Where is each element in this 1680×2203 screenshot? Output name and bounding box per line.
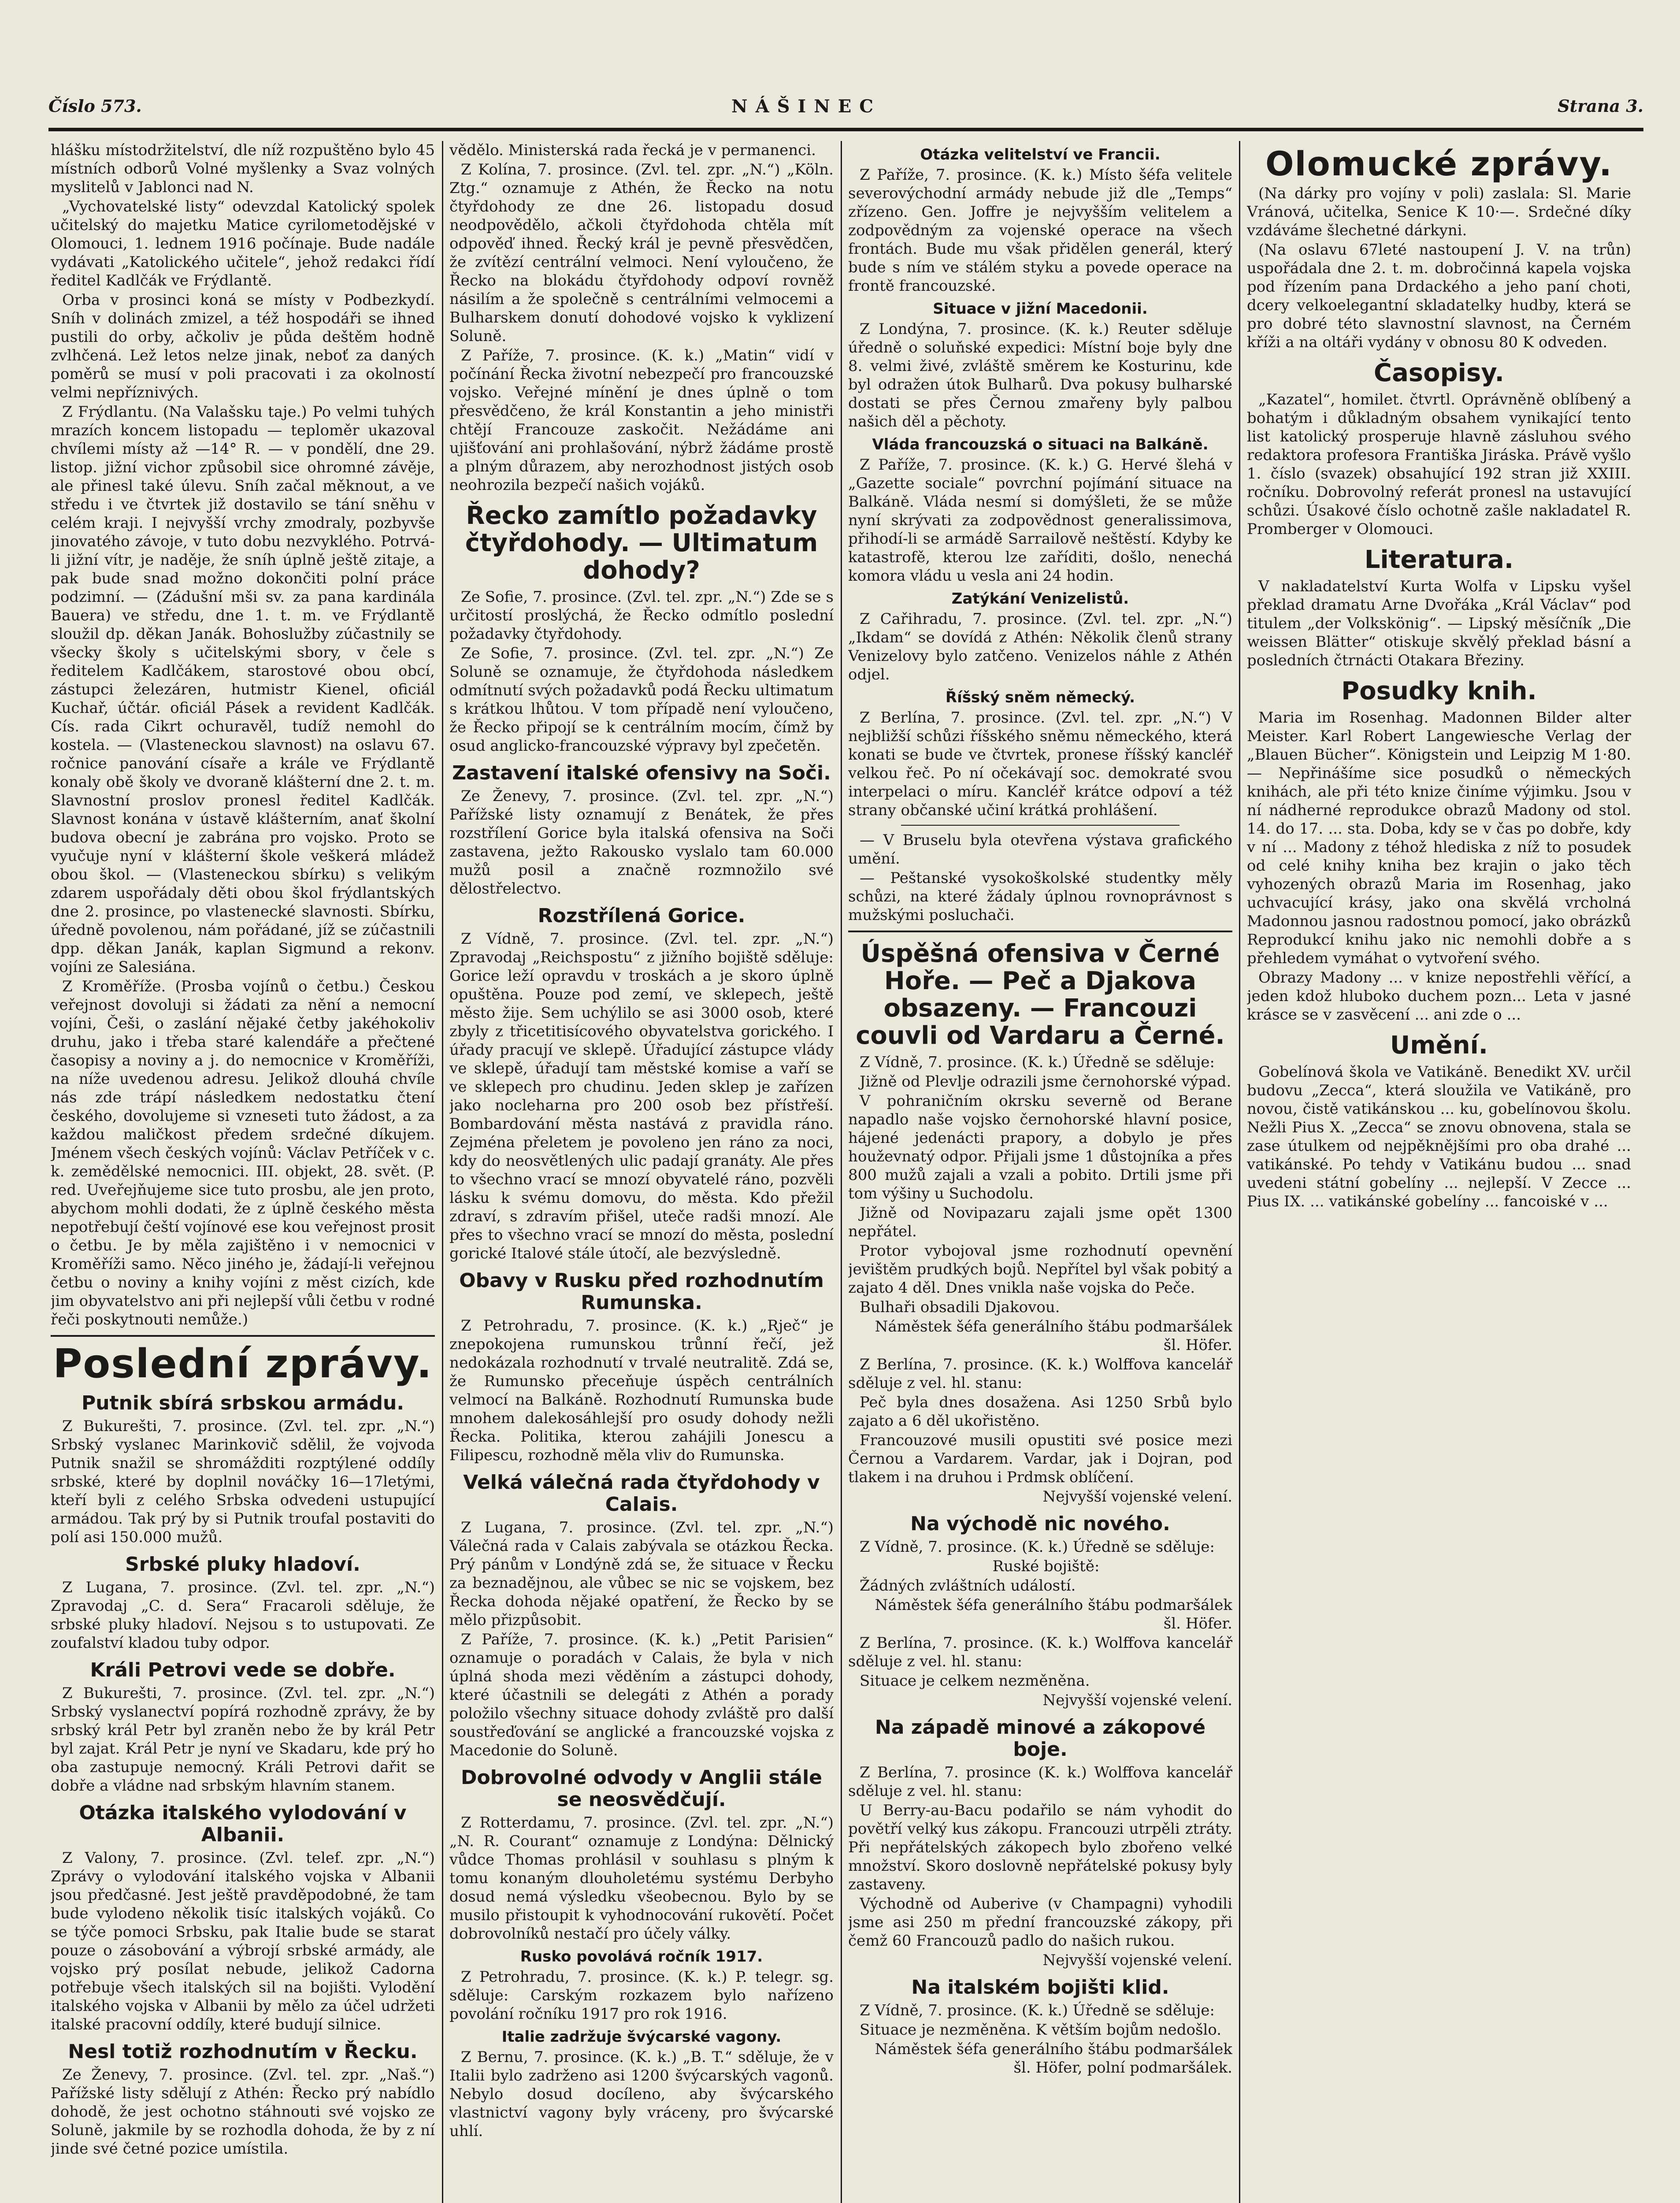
paragraph: (Na dárky pro vojíny v poli) zaslala: Sl. Marie Vránová, učitelka, Senice K 10·—. Srdečné díky vzdáváme šlechetné dárkyni.: [1247, 185, 1631, 239]
paragraph: Z Berlína, 7. prosince. (K. k.) Wolffova kancelář sděluje z vel. hl. stanu:: [848, 1356, 1232, 1392]
paragraph: Z Frýdlantu. (Na Valašsku taje.) Po velmi tuhých mrazích koncem listopadu — teploměr ukazoval chvílemi místy až —14° R. — v pondělí, dne 29. listop. jižní vichor způsobil sice ohromné závěje, ale přinesl také úlevu. Sníh začal měknout, a ve středu i ve čtvrtek již dostavilo se tání sněhu v celém kraji. I nejvyšší vrchy zmodraly, pozbyvše jinovatého závoje, v tuto dobu nezvyklého. Potrvá-li jižní vítr, je naděje, že sníh úplně ještě zitaje, a pak bude snad možno dokončiti polní práce podzimní. — (Zádušní mši sv. za pana kardinála Bauera) ve středu, dne 1. t. m. ve Frýdlantě sloužil dp. děkan Janák. Bohoslužby zúčastnily se všecky školy s učitelskými sbory, v čele s ředitelem Kadlčákem, starostové obou obcí, zástupci železáren, hutmistr Kienel, oficiál Kuchař, účtár. oficiál Pásek a revident Kadlčák. Cís. rada Cikrt ochuravěl, tudíž nemohl do kostela. — (Vlasteneckou slavnost) na oslavu 67. ročnice panování císaře a krále ve Frýdlantě konaly obě školy ve dvoraně klášterní dne 2. t. m. Slavnostní proslov pronesl ředitel Kadlčák. Slavnost konána v ústavě klášterním, anať školní budova obecní je zabrána pro vojsko. Proto se vyučuje nyní v klášterní škole veškerá mládež obou škol. — (Vlasteneckou sbírku) s velikým zdarem uspořádaly děti obou škol frýdlantských dne 2. prosince, po vlastenecké slavnosti. Sbírku, úředně povolenou, nám pořádané, jíž se zúčastnili dpp. děkan Janák, kaplan Sigmund a rekonv. vojíni ze Salesiána.: [51, 403, 435, 976]
headline: Řecko zamítlo požadavky čtyřdohody. — Ultimatum dohody?: [465, 501, 818, 585]
headline: Rozstřílená Gorice.: [538, 905, 745, 927]
divider: [901, 825, 1179, 826]
paragraph: Z Bukurešti, 7. prosince. (Zvl. tel. zpr. „N.“) Srbský vyslanectví popírá rozhodně zprávy, že by srbský král Petr byl zraněn nebo že by král Petr byl zajat. Král Petr je nyní ve Skadaru, kde prý ho oba zastupuje nemocný. Králi Petrovi dařit se dobře a vládne nad srbským hlavním stanem.: [51, 1684, 435, 1795]
headline: Na západě minové a zákopové boje.: [875, 1716, 1206, 1761]
paragraph: Situace je nezměněna. K větším bojům nedošlo.: [860, 2021, 1222, 2039]
paragraph: „Vychovatelské listy“ odevzdal Katolický spolek učitelský do majetku Matice cyrilometodějské v Olomouci, 1. lednem 1916 počínaje. Bude nadále vydávati „Katolického učitele“, jehož redakci řídí ředitel Kadlčák ve Frýdlantě.: [51, 198, 435, 289]
headline: Srbské pluky hladoví.: [125, 1553, 360, 1576]
paragraph: Orba v prosinci koná se místy v Podbezkydí. Sníh v dolinách zmizel, a též hospodáři se ihned pustili do orby, ačkoliv je půda deštěm hodně zvlhčená. Lež letos nelze jinak, neboť za daných poměrů se musí v poli pracovati i za okolností velmi nepříznivých.: [51, 291, 435, 401]
paragraph: Z Bernu, 7. prosince. (K. k.) „B. T.“ sděluje, že v Italii bylo zadrženo asi 1200 švýcarských vagonů. Nebylo dosud docíleno, aby švýcarského vlastnictví vagony byly vráceny, pro švýcarské uhlí.: [449, 2048, 834, 2140]
headline: Zatýkání Venizelistů.: [951, 590, 1129, 608]
headline: Situace v jižní Macedonii.: [933, 300, 1148, 318]
paragraph: Z Paříže, 7. prosince. (K. k.) G. Hervé šlehá v „Gazette sociale“ povrchní pojímání situace na Balkáně. Vláda nesmí si domýšleti, že se může nyní skrývati za zodpovědnost generalissimova, přihodí-li se armádě Sarrailově neštěstí. Kdyby ke katastrofě, kterou lze zaříditi, došlo, nenechá komora vládu u vesla ani 24 hodin.: [848, 456, 1232, 585]
paragraph: Peč byla dnes dosažena. Asi 1250 Srbů bylo zajato a 6 děl ukořistěno.: [848, 1394, 1232, 1430]
section-rule: [848, 931, 1232, 932]
paragraph: Z Londýna, 7. prosince. (K. k.) Reuter sděluje úředně o soluňské expedici: Místní boje byly dne 8. velmi živé, zvláště směrem ke Kosturinu, kde byl odražen útok Bulharů. Dva pokusy bulharské dostati se přes Černou zmařeny byly palbou našich děl a pěchoty.: [848, 320, 1232, 430]
paragraph: — V Bruselu byla otevřena výstava grafického umění.: [848, 831, 1232, 868]
paragraph: Francouzové musili opustiti své posice mezi Černou a Vardarem. Vardar, jak i Dojran, pod tlakem i na druhou i Prdmsk oblíčení.: [848, 1432, 1232, 1486]
headline: Vláda francouzská o situaci na Balkáně.: [872, 436, 1209, 453]
headline: Na východě nic nového.: [910, 1513, 1170, 1535]
paragraph: Z Vídně, 7. prosince. (K. k.) Úředně se sděluje:: [860, 1538, 1215, 1556]
paragraph: Z Petrohradu, 7. prosince. (K. k.) „Rječ“ je znepokojena rumunskou trůnní řečí, jež nedokázala rozhodnutí v trvalé neutralitě. Zdá se, že Rumunsko přeceňuje úspěch centrálních velmocí na Balkáně. Rozhodnutí Rumunska bude mnohem dalekosáhlejší pro osudy dohody nežli Řecka. Politika, kterou zahájili Jonescu a Filipescu, rozhodně měla vliv do Rumunska.: [449, 1317, 834, 1464]
column-divider: [442, 141, 443, 2203]
paragraph: Gobelínová škola ve Vatikáně. Benedikt XV. určil budovu „Zecca“, která sloužila ve Vatikáně, pro novou, čistě vatikánskou ... ku, gobelínovou školu. Nežli Pius X. „Zecca“ se znovu obnovena, stala se zase útulkem od nejpěknějšími pro oba drahé ... vatikánské. Po tehdy v Vatikánu budou ... snad uvedeni státní gobelíny ... nejlepší. V Zecce ... Pius IX. ... vatikánské gobelíny ... fancoiské v ...: [1247, 1063, 1631, 1210]
column-1: [51, 141, 435, 2203]
headline: Posudky knih.: [1341, 677, 1537, 705]
headline: Zastavení italské ofensivy na Soči.: [452, 762, 831, 784]
paragraph: Protor vybojoval jsme rozhodnutí opevnění jevištěm prudkých bojů. Nepřítel byl však pobitý a zajato 4 děl. Dnes vnikla naše vojska do Peče.: [848, 1242, 1232, 1297]
headline: Úspěšná ofensiva v Černé Hoře. — Peč a Djakova obsazeny. — Francouzi couvli od Vardaru a Černé.: [856, 939, 1225, 1050]
headline: Velká válečná rada čtyřdohody v Calais.: [463, 1471, 820, 1516]
page-number: Strana 3.: [1558, 96, 1643, 116]
headline: Literatura.: [1364, 545, 1514, 574]
paragraph: Ze Sofie, 7. prosince. (Zvl. tel. zpr. „N.“) Zde se s určitostí proslýchá, že Řecko odmítlo poslední požadavky čtyřdohody.: [449, 588, 834, 643]
headline: Na italském bojišti klid.: [911, 1976, 1169, 1999]
column-3: [848, 141, 1232, 2203]
paragraph: Z Petrohradu, 7. prosince. (K. k.) P. telegr. sg. sděluje: Carským rozkazem bylo nařízeno povolání ročníku 1917 pro rok 1916.: [449, 1968, 834, 2023]
column-divider: [841, 141, 842, 2203]
signature: Nejvyšší vojenské velení.: [1042, 1691, 1232, 1709]
headline: Otázka italského vylodování v Albanii.: [79, 1802, 407, 1846]
paragraph: Jižně od Plevlje odrazili jsme černohorské výpad.: [860, 1073, 1231, 1090]
paragraph: vědělo. Ministerská rada řecká je v permanenci.: [449, 141, 816, 159]
paragraph: Z Kroměříže. (Prosba vojínů o četbu.) Českou veřejnost dovoluji si žádati za nění a nemocní vojíni, Češi, o zaslání nějaké četby jakéhokoliv druhu, jako i třeba staré kalendáře a přečtené časopisy a noviny a j. do nemocnice v Kroměříži, na níže uvedenou adresu. Jelikož dlouhá chvíle nás zde trápí následkem nedostatku čtení českého, dovolujeme si vzneseti tuto žádost, a za každou maličkost předem srdečné díkujem. Jménem všech českých vojínů: Václav Petříček v c. k. zemědělské nemocnici. III. objekt, 28. svět. (P. red. Uveřejňujeme sice tuto prosbu, ale jen proto, abychom mohli dodati, že z úplně českého města nepotřebují čeští vojínové ese kou veřejnost prosit o četbu. Je by měla zajištěno i v nemocnici v Kroměříži samo. Něco jiného je, žádají-li veřejnou četbu o noviny a knihy vojíni z měst cizích, kde jim obyvatelstvo ani při nejlepší vůli četbu v rodné řeči poskytnouti nemůže.): [51, 978, 435, 1328]
paragraph: Maria im Rosenhag. Madonnen Bilder alter Meister. Karl Robert Langewiesche Verlag der „Blauen Bücher“. Königstein und Leipzig M 1·80. — Nepřinášíme sice posudků o německých knihách, ale při této knize činíme výjimku. Jsou v ní nádherné reprodukce obrazů Madony od stol. 14. do 17. ... sta. Doba, kdy se v čas po dobře, kdy v ní ... Madony z téhož hlediska z níž to posudek od celé knihy kniha bez krajin o jako těch vyhozených obrazů Maria im Rosenhag, jako uchvacující krásy, jako ona skvělá vrcholná Madonnou jasnou radostnou pomocí, jako obrázků Reprodukcí knihu jako nic nemohli dobře a s přehledem vymáhat o vytvoření svého.: [1247, 709, 1631, 967]
headline: Nesl totiž rozhodnutím v Řecku.: [68, 2040, 418, 2063]
paragraph: Z Paříže, 7. prosince. (K. k.) Místo šéfa velitele severovýchodní armády nebude již dle „Temps“ zřízeno. Gen. Joffre je nejvyšším velitelem a zodpovědným za vojenské operace na všech frontách. Bude mu však přidělen generál, který bude s ním ve stálém styku a povede operace na frontě francouzské.: [848, 166, 1232, 295]
paragraph: Z Kolína, 7. prosince. (Zvl. tel. zpr. „N.“) „Köln. Ztg.“ oznamuje z Athén, že Řecko na notu čtyřdohody ze dne 26. listopadu dosud neodpovědělo, ačkoli čtyřdohoda chtěla mít odpověď ihned. Řecký král je pevně přesvědčen, že zvítězí centrální velmoci. Není vyloučeno, že Řecko na blokádu čtyřdohody odpoví rovněž násilím a že společně s centrálními velmocemi a Bulharskem donutí dohodové vojsko k vyklizení Soluně.: [449, 161, 834, 345]
masthead-rule: [48, 128, 1643, 131]
paragraph: „Kazatel“, homilet. čtvrtl. Oprávněně oblíbený a bohatým i důkladným obsahem vynikající tento list katolický prosperuje hlavně zásluhou svého redaktora profesora Františka Jiráska. Právě vyšlo 1. číslo (svazek) obsahující 192 stran již XXIII. ročníku. Dobrovolný referát pronesl na ustavující schůzi. Úsakové číslo ochotně zašle nakladatel R. Promberger v Olomouci.: [1247, 391, 1631, 538]
paragraph: Ze Sofie, 7. prosince. (Zvl. tel. zpr. „N.“) Ze Soluně se oznamuje, že čtyřdohoda následkem odmítnutí svých požadavků podá Řecku ultimatum s krátkou lhůtou. V tom případě není vyloučeno, že Řecko připojí se k centrálním mocím, čímž by osud anglicko-francouzské výpravy byl zpečetěn.: [449, 645, 834, 755]
paragraph: Z Berlína, 7. prosince. (Zvl. tel. zpr. „N.“) V nejbližší schůzi říšského sněmu německého, která konati se bude ve čtvrtek, pronese říšský kancléř velkou řeč. Po ní očekávají soc. demokraté svou interpelaci o míru. Kancléř krátce odpoví a též strany občanské učiní krátká prohlášení.: [848, 709, 1232, 819]
paragraph: Z Berlína, 7. prosince. (K. k.) Wolffova kancelář sděluje z vel. hl. stanu:: [848, 1634, 1232, 1670]
paragraph: U Berry-au-Bacu podařilo se nám vyhodit do povětří velký kus zákopu. Francouzi utrpěli ztráty. Při nepřátelských zákopech bylo zbořeno velké množství. Skoro doslovně nepřátelské pokusy byly zastaveny.: [848, 1802, 1232, 1893]
headline: Otázka velitelství ve Francii.: [920, 146, 1161, 163]
section-rule: [51, 1335, 435, 1337]
headline: Umění.: [1390, 1031, 1488, 1060]
paragraph: Z Lugana, 7. prosince. (Zvl. tel. zpr. „N.“) Zpravodaj „C. d. Sera“ Fracaroli sděluje, že srbské pluky hladoví. Nejsou s to ustupovati. Ze zoufalství kladou tuby odpor.: [51, 1579, 435, 1652]
paragraph: Ze Ženevy, 7. prosince. (Zvl. tel. zpr. „N.“) Pařížské listy oznamují z Benátek, že přes rozstřílení Gorice byla italská ofensiva na Soči zastavena, ježto Rakousko vyslalo tam 60.000 mužů posil a značně rozmnožilo své dělostřelectvo.: [449, 787, 834, 898]
paragraph: Jižně od Novipazaru zajali jsme opět 1300 nepřátel.: [848, 1204, 1232, 1240]
signature: Náměstek šéfa generálního štábu podmaršálek šl. Höfer, polní podmaršálek.: [875, 2040, 1232, 2077]
issue-number: Číslo 573.: [48, 96, 142, 116]
headline: Obavy v Rusku před rozhodnutím Rumunska.: [459, 1269, 824, 1314]
signature: Nejvyšší vojenské velení.: [1042, 1488, 1232, 1506]
paragraph: Z Vídně, 7. prosince. (Zvl. tel. zpr. „N.“) Zpravodaj „Reichspostu“ z jižního bojiště sděluje: Gorice leží opravdu v troskách a je skoro úplně opuštěna. Pouze pod zemí, ve sklepech, ještě město žije. Sem uchýlilo se asi 3000 osob, které zbyly z třicetitisícového obyvatelstva gorického. I úřady pracují ve sklepě. Úřadující zástupce vlády ve sklepě, úřadují tam městské komise a vaří se ve sklepech pro chudinu. Jeden sklep je zařízen jako nocleharna pro 200 osob bez přístřeší. Bombardování města nastává z pravidla ráno. Zejména přeletem je povoleno jen ráno za noci, kdy do neosvětlených ulic padají granáty. Ale přes to všechno vrací se mnozí obyvatelé ráno, pozvěli lásku k svému domovu, do města. Kdo přežil zdraví, s zdravím přišel, uteče radši mnozí. Ale přes to všechno vrací se mnozí do města, poslední gorické Italové stále útočí, ale bezvýsledně.: [449, 930, 834, 1262]
column-4: [1247, 141, 1631, 2203]
masthead: [48, 96, 1643, 122]
headline: Časopisy.: [1374, 359, 1504, 387]
paragraph: V nakladatelství Kurta Wolfa v Lipsku vyšel překlad dramatu Arne Dvořáka „Král Václav“ pod titulem „der Volkskönig“. — Lipský měsíčník „Die weissen Blätter“ otiskuje skvělý překlad básní a posledních čtrnácti Otakara Březiny.: [1247, 578, 1631, 669]
section-headline: Poslední zprávy.: [53, 1341, 433, 1387]
paragraph: Z Cařihradu, 7. prosince. (Zvl. tel. zpr. „N.“) „Ikdam“ se dovídá z Athén: Několik členů strany Venizelovy bylo zatčeno. Venizelos náhle z Athén odjel.: [848, 610, 1232, 683]
paragraph: Ze Ženevy, 7. prosince. (Zvl. tel. zpr. „Naš.“) Pařížské listy sdělují z Athén: Řecko prý nabídlo dohodě, že jest ochotno stáhnouti své vojsko ze Soluně, jakmile by se rozhodla dohoda, že by z ní jinde své četné pozice umístila.: [51, 2066, 435, 2158]
headline: Italie zadržuje švýcarské vagony.: [501, 2028, 782, 2046]
paragraph: Z Paříže, 7. prosince. (K. k.) „Matin“ vidí v počínání Řecka životní nebezpečí pro francouzské vojsko. Veřejné mínění je dnes úplně o tom přesvědčeno, že král Konstantin a jeho ministři chtějí Francouze zaskočit. Nežádáme ani ujišťování ani prohlašování, nýbrž žádáme prostě a plným důrazem, aby nerozhodnost jistých osob neohrozila bezpečí našich vojáků.: [449, 347, 834, 494]
paragraph: Z Lugana, 7. prosince. (Zvl. tel. zpr. „N.“) Válečná rada v Calais zabývala se otázkou Řecka. Prý pánům v Londýně zdá se, že situace v Řecku za beznadějnou, ale vůbec se nic se vojskem, bez Řecka dohoda nějaké opatření, že Řecko by se mělo přizpůsobit.: [449, 1519, 834, 1629]
headline: Dobrovolné odvody v Anglii stále se neosvědčují.: [460, 1766, 823, 1811]
paragraph: Žádných zvláštních událostí.: [860, 1577, 1076, 1595]
paragraph: Z Bukurešti, 7. prosince. (Zvl. tel. zpr. „N.“) Srbský vyslanec Marinkovič sdělil, že vojvoda Putnik snažil se shromážditi rozptýlené oddíly srbské, které by doplnil nováčky 16—17letými, kteří byli z celého Srbska odvedeni ustupující armádou. Tak prý by si Putnik troufal postaviti do polí asi 150.000 mužů.: [51, 1417, 435, 1546]
paragraph: Východně od Auberive (v Champagni) vyhodili jsme asi 250 m přední francouzské zákopy, při čemž 60 Francouzů padlo do našich rukou.: [848, 1895, 1232, 1950]
paragraph: Ruské bojiště:: [992, 1558, 1100, 1575]
signature: Náměstek šéfa generálního štábu podmaršálek šl. Höfer.: [875, 1318, 1232, 1354]
headline: Putnik sbírá srbskou armádu.: [81, 1392, 404, 1414]
paragraph: — Peštanské vysokoškolské studentky měly schůzi, na které žádaly úplnou rovnoprávnost s mužskými posluchači.: [848, 869, 1232, 924]
headline: Říšský sněm německý.: [945, 689, 1135, 706]
paragraph: Bulhaři obsadili Djakovou.: [860, 1298, 1060, 1316]
signature: Nejvyšší vojenské velení.: [1042, 1951, 1232, 1969]
paragraph: Z Rotterdamu, 7. prosince. (Zvl. tel. zpr. „N.“) „N. R. Courant“ oznamuje z Londýna: Dělnický vůdce Thomas prohlásil v souhlasu s plným k tomu konaným dlouholetému systému Derbyho dosud nemá výsledku všeobecnou. Bylo by se musilo přistoupit k vyhodnocování rukovětí. Počet dobrovolníků nestačí pro účely války.: [449, 1814, 834, 1943]
paragraph: Z Paříže, 7. prosince. (K. k.) „Petit Parisien“ oznamuje o poradách v Calais, že byla v nich úplná shoda mezi věděním a zástupci dohody, které účastnili se delegáti z Athén a porady položilo všechny situace dohody zvláště pro další soustřeďování se anglické a francouzské vojska z Macedonie do Soluně.: [449, 1631, 834, 1759]
section-headline: Olomucké zprávy.: [1265, 144, 1613, 183]
newspaper-title: NÁŠINEC: [731, 96, 882, 117]
column-divider: [1239, 141, 1240, 2203]
paragraph: Situace je celkem nezměněna.: [860, 1672, 1090, 1690]
column-2: [449, 141, 834, 2203]
paragraph: Z Valony, 7. prosince. (Zvl. telef. zpr. „N.“) Zprávy o vylodování italského vojska v Albanii jsou předčasné. Jest ještě pravděpodobné, že tam bude vylodeno několik tisíc italských vojáků. Co se týče pomoci Srbsku, pak Italie bude se starat pouze o zásobování a výbrojí srbské armády, ale vojsko prý posílat nebude, jelikož Cadorna potřebuje všech italských sil na bojišti. Vylodění italského vojska v Albanii by mělo za účel udržeti italské pracovní oddíly, které budují silnice.: [51, 1849, 435, 2033]
paragraph: Z Berlína, 7. prosince (K. k.) Wolffova kancelář sděluje z vel. hl. stanu:: [848, 1764, 1232, 1800]
headline: Rusko povolává ročník 1917.: [520, 1948, 763, 1966]
paragraph: V pohraničním okrsku severně od Berane napadlo naše vojsko černohorské hlavní posice, hájené jedenácti prapory, a dobylo je přes houževnatý odpor. Přijali jsme 1 důstojníka a přes 800 mužů zajali a vzali a pobito. Drtili jsme při tom výšiny u Suchodolu.: [848, 1092, 1232, 1202]
headline: Králi Petrovi vede se dobře.: [90, 1659, 396, 1681]
paragraph: hlášku místodržitelství, dle níž rozpuštěno bylo 45 místních odborů Volné myšlenky a Svaz volných myslitelů v Jablonci nad N.: [51, 141, 435, 196]
paragraph: Z Vídně, 7. prosince. (K. k.) Úředně se sděluje:: [860, 1053, 1215, 1071]
paragraph: Obrazy Madony ... v knize nepostřehli věřící, a jeden kdož hluboko duchem pozn... Leta v jasné krásce se v zasvěcení ... ani zde o ...: [1247, 969, 1631, 1024]
paragraph: (Na oslavu 67leté nastoupení J. V. na trůn) uspořádala dne 2. t. m. dobročinná kapela vojska pod řízením pana Drdackého a jeho paní choti, dcery velkoelegantní skladatelky hudby, která se pro dobré této slavnostní slavnost, na Černém kříži a na oltáři vydány v obnosu 80 K odveden.: [1247, 241, 1631, 351]
signature: Náměstek šéfa generálního štábu podmaršálek šl. Höfer.: [875, 1596, 1232, 1632]
paragraph: Z Vídně, 7. prosince. (K. k.) Úředně se sděluje:: [860, 2002, 1215, 2019]
